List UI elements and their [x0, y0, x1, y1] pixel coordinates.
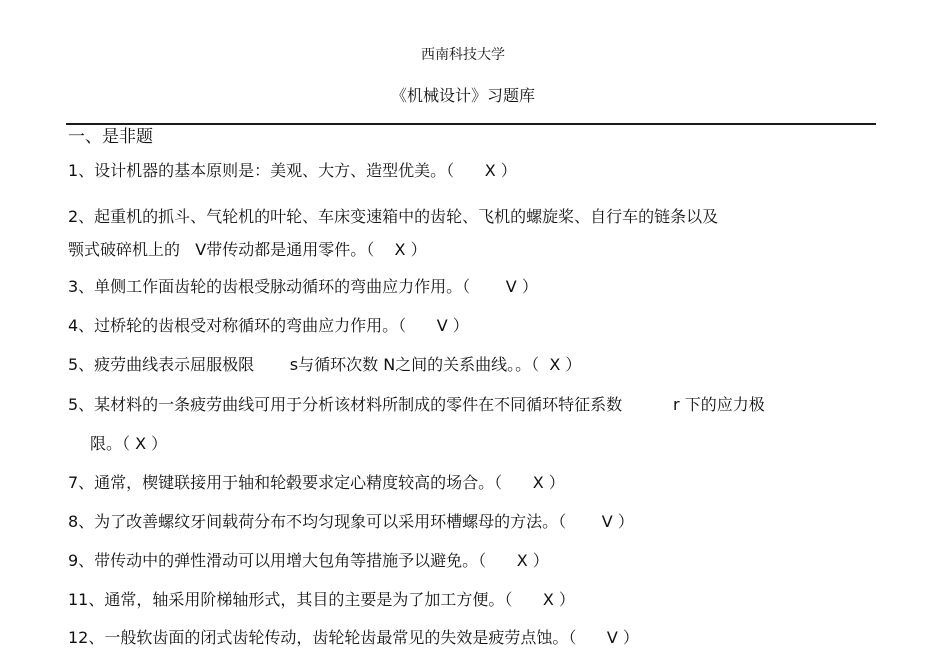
question-6-line-2: 限。（ X ）	[90, 434, 168, 453]
question-3: 3、单侧工作面齿轮的齿根受脉动循环的弯曲应力作用。（ V ）	[68, 277, 538, 296]
question-11: 11、通常，轴采用阶梯轴形式，其目的主要是为了加工方便。（ X ）	[68, 590, 575, 609]
question-2-line-2: 颚式破碎机上的 V带传动都是通用零件。（ X ）	[68, 240, 427, 259]
question-8: 8、为了改善螺纹牙间载荷分布不均匀现象可以采用环槽螺母的方法。（ V ）	[68, 512, 634, 531]
question-7: 7、通常，楔键联接用于轴和轮毂要求定心精度较高的场合。（ X ）	[68, 473, 565, 492]
title-divider	[66, 123, 876, 125]
question-2-line-1: 2、起重机的抓斗、气轮机的叶轮、车床变速箱中的齿轮、飞机的螺旋桨、自行车的链条以及	[68, 207, 719, 226]
document-title: 《机械设计》习题库	[390, 86, 535, 105]
question-1: 1、设计机器的基本原则是：美观、大方、造型优美。（ X ）	[68, 161, 517, 180]
question-6-line-1: 5、某材料的一条疲劳曲线可用于分析该材料所制成的零件在不同循环特征系数 r 下的应力极	[68, 395, 765, 414]
question-4: 4、过桥轮的齿根受对称循环的弯曲应力作用。（ V ）	[68, 316, 469, 335]
question-12: 12、一般软齿面的闭式齿轮传动，齿轮轮齿最常见的失效是疲劳点蚀。（ V ）	[68, 628, 639, 647]
question-9: 9、带传动中的弹性滑动可以用增大包角等措施予以避免。（ X ）	[68, 551, 549, 570]
question-5: 5、疲劳曲线表示屈服极限 s与循环次数 N之间的关系曲线。。（ X ）	[68, 355, 582, 374]
section-heading: 一、是非题	[68, 127, 153, 147]
school-name: 西南科技大学	[421, 47, 505, 63]
